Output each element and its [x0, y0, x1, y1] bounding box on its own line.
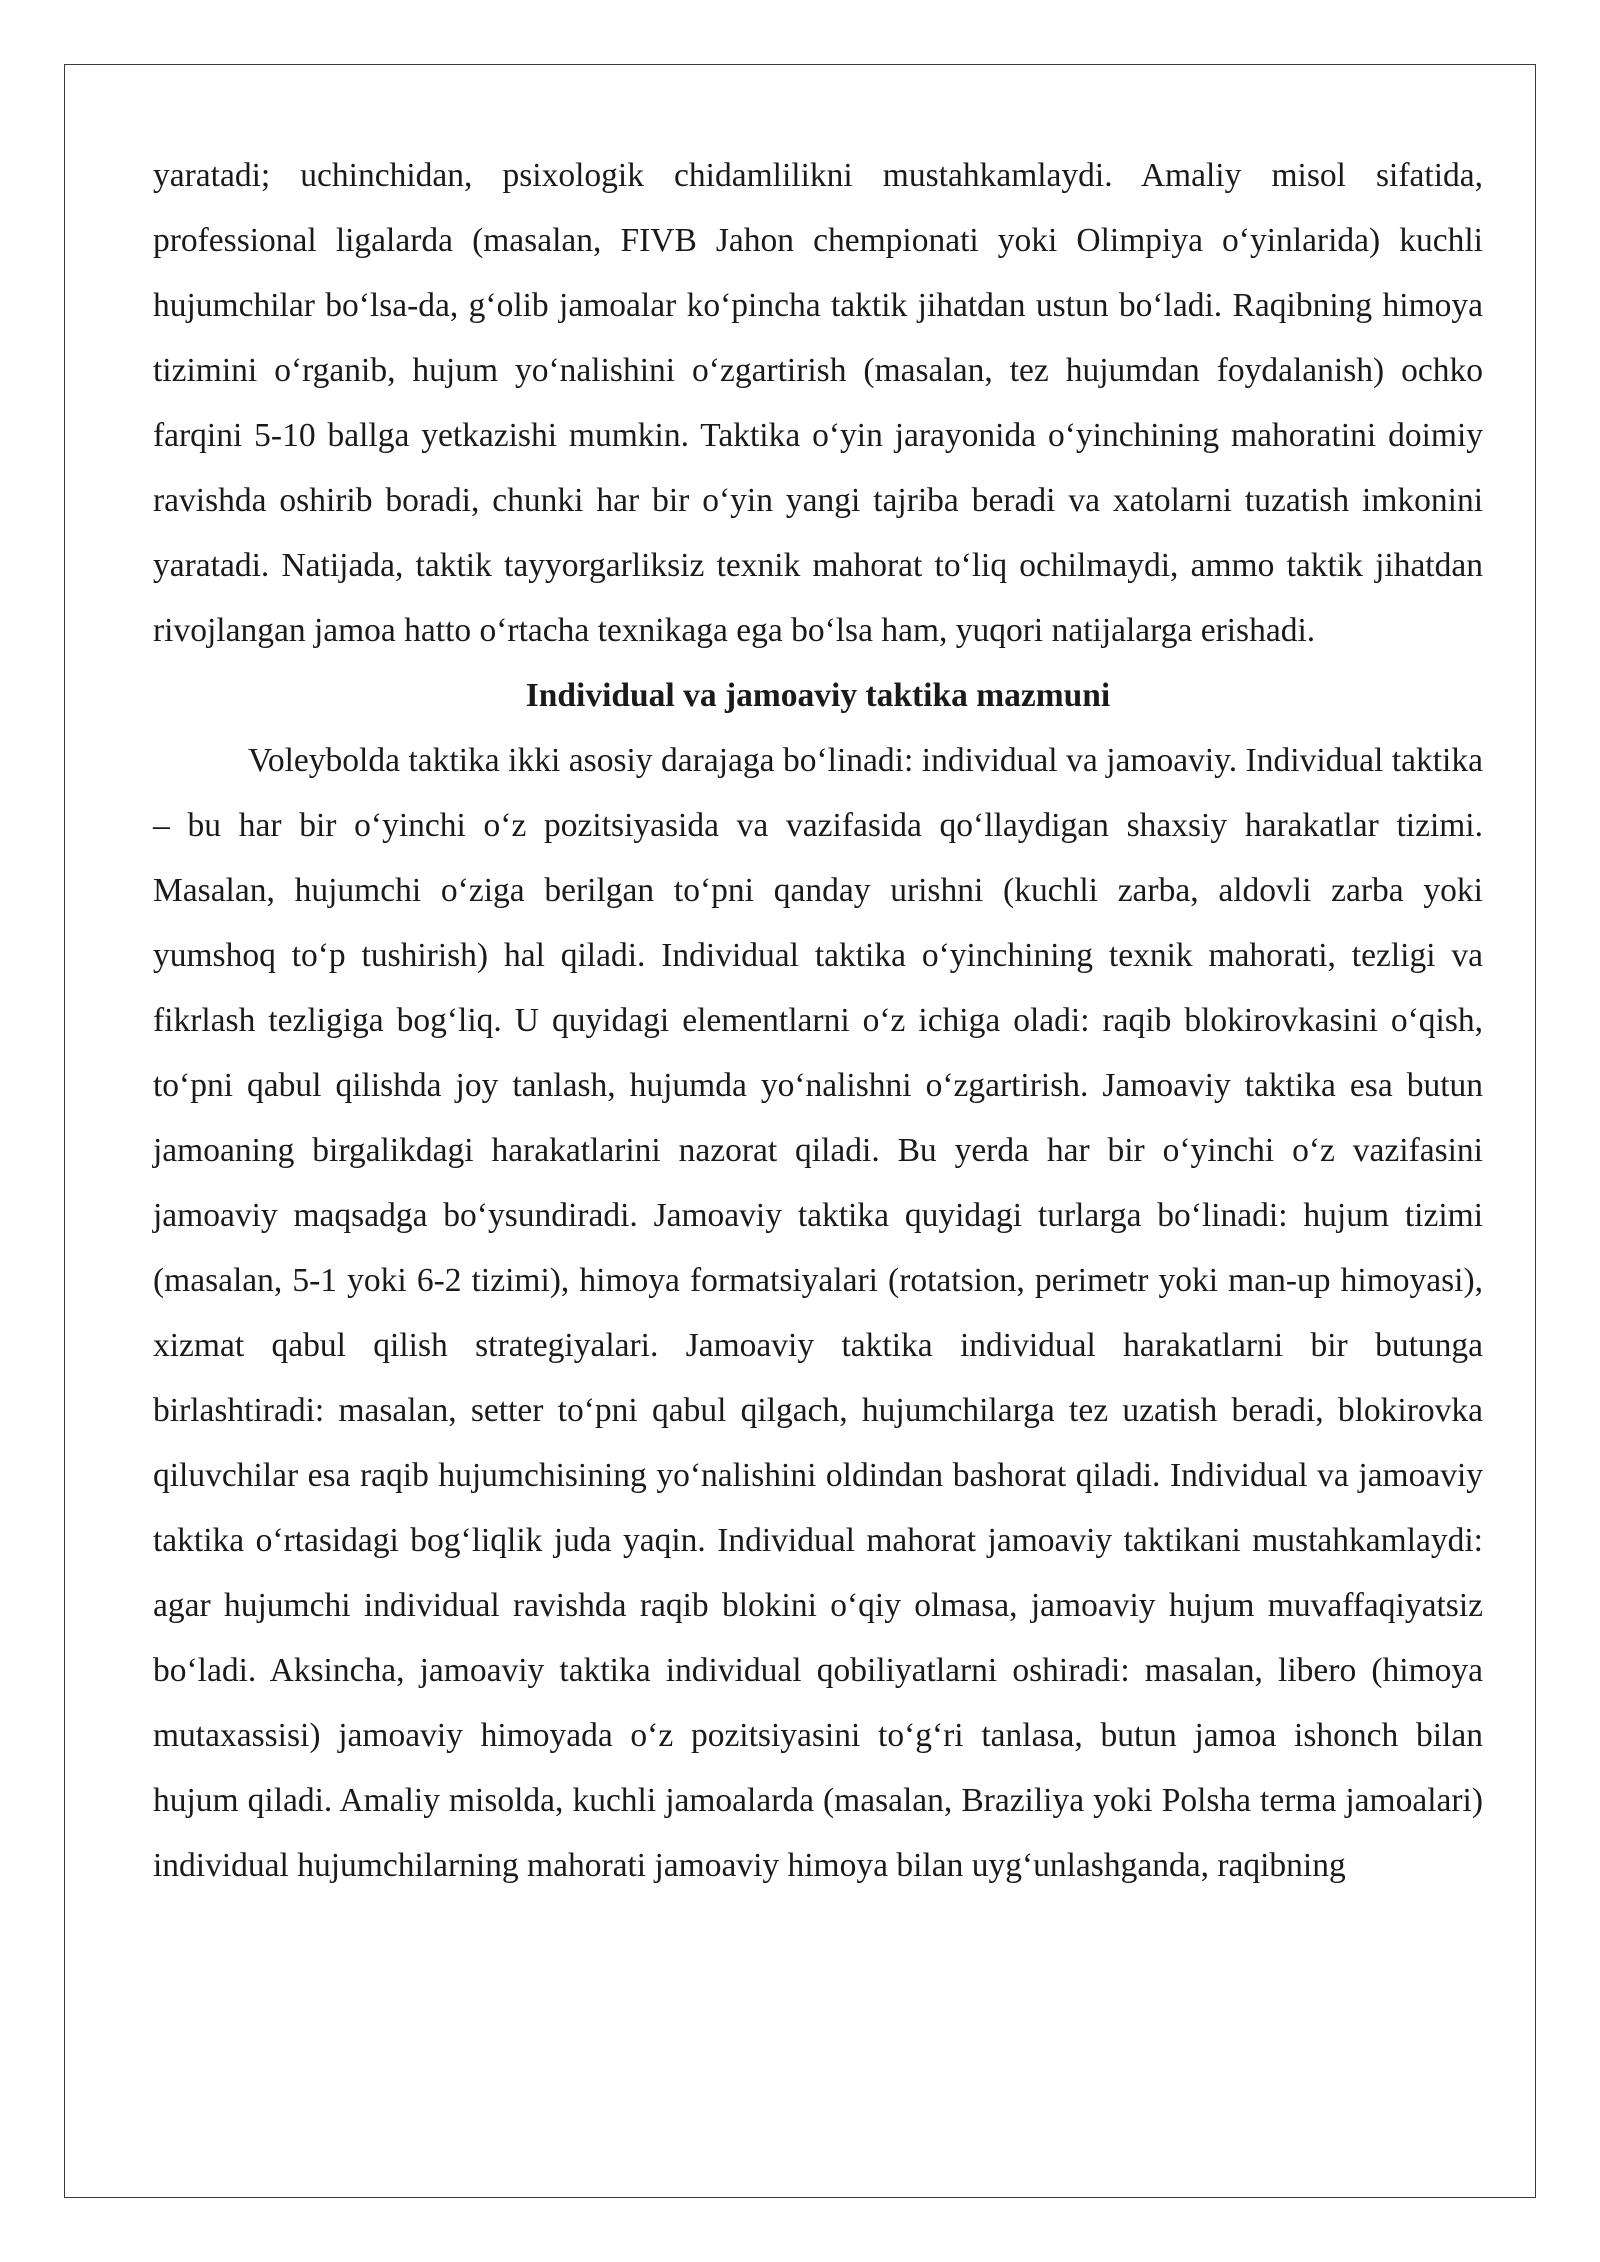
- document-body: [153, 143, 1483, 1898]
- section-heading: Individual va jamoaviy taktika mazmuni: [525, 677, 1111, 714]
- paragraph-intro-continuation: yaratadi; uchinchidan, psixologik chidamlilikni mustahkamlaydi. Amaliy misol sifatida, professional ligalarda (masalan, FIVB Jahon chempionati yoki Olimpiya o‘yinlarida) kuchli hujumchilar bo‘lsa-da, g‘olib jamoalar ko‘pincha taktik jihatdan ustun bo‘ladi. Raqibning himoya tizimini o‘rganib, hujum yo‘nalishini o‘zgartirish (masalan, tez hujumdan foydalanish) ochko farqini 5-10 ballga yetkazishi mumkin. Taktika o‘yin jarayonida o‘yinchining mahoratini doimiy ravishda oshirib boradi, chunki har bir o‘yin yangi tajriba beradi va xatolarni tuzatish imkonini yaratadi. Natijada, taktik tayyorgarliksiz texnik mahorat to‘liq ochilmaydi, ammo taktik jihatdan rivojlangan jamoa hatto o‘rtacha texnikaga ega bo‘lsa ham, yuqori natijalarga erishadi.: [153, 157, 1483, 649]
- paragraph-individual-team-tactics: Voleybolda taktika ikki asosiy darajaga bo‘linadi: individual va jamoaviy. Individual taktika – bu har bir o‘yinchi o‘z pozitsiyasida va vazifasida qo‘llaydigan shaxsiy harakatlar tizimi. Masalan, hujumchi o‘ziga berilgan to‘pni qanday urishni (kuchli zarba, aldovli zarba yoki yumshoq to‘p tushirish) hal qiladi. Individual taktika o‘yinchining texnik mahorati, tezligi va fikrlash tezligiga bog‘liq. U quyidagi elementlarni o‘z ichiga oladi: raqib blokirovkasini o‘qish, to‘pni qabul qilishda joy tanlash, hujumda yo‘nalishni o‘zgartirish. Jamoaviy taktika esa butun jamoaning birgalikdagi harakatlarini nazorat qiladi. Bu yerda har bir o‘yinchi o‘z vazifasini jamoaviy maqsadga bo‘ysundiradi. Jamoaviy taktika quyidagi turlarga bo‘linadi: hujum tizimi (masalan, 5-1 yoki 6-2 tizimi), himoya formatsiyalari (rotatsion, perimetr yoki man-up himoyasi), xizmat qabul qilish strategiyalari. Jamoaviy taktika individual harakatlarni bir butunga birlashtiradi: masalan, setter to‘pni qabul qilgach, hujumchilarga tez uzatish beradi, blokirovka qiluvchilar esa raqib hujumchisining yo‘nalishini oldindan bashorat qiladi. Individual va jamoaviy taktika o‘rtasidagi bog‘liqlik juda yaqin. Individual mahorat jamoaviy taktikani mustahkamlaydi: agar hujumchi individual ravishda raqib blokini o‘qiy olmasa, jamoaviy hujum muvaffaqiyatsiz bo‘ladi. Aksincha, jamoaviy taktika individual qobiliyatlarni oshiradi: masalan, libero (himoya mutaxassisi) jamoaviy himoyada o‘z pozitsiyasini to‘g‘ri tanlasa, butun jamoa ishonch bilan hujum qiladi. Amaliy misolda, kuchli jamoalarda (masalan, Braziliya yoki Polsha terma jamoalari) individual hujumchilarning mahorati jamoaviy himoya bilan uyg‘unlashganda, raqibning: [153, 742, 1483, 1884]
